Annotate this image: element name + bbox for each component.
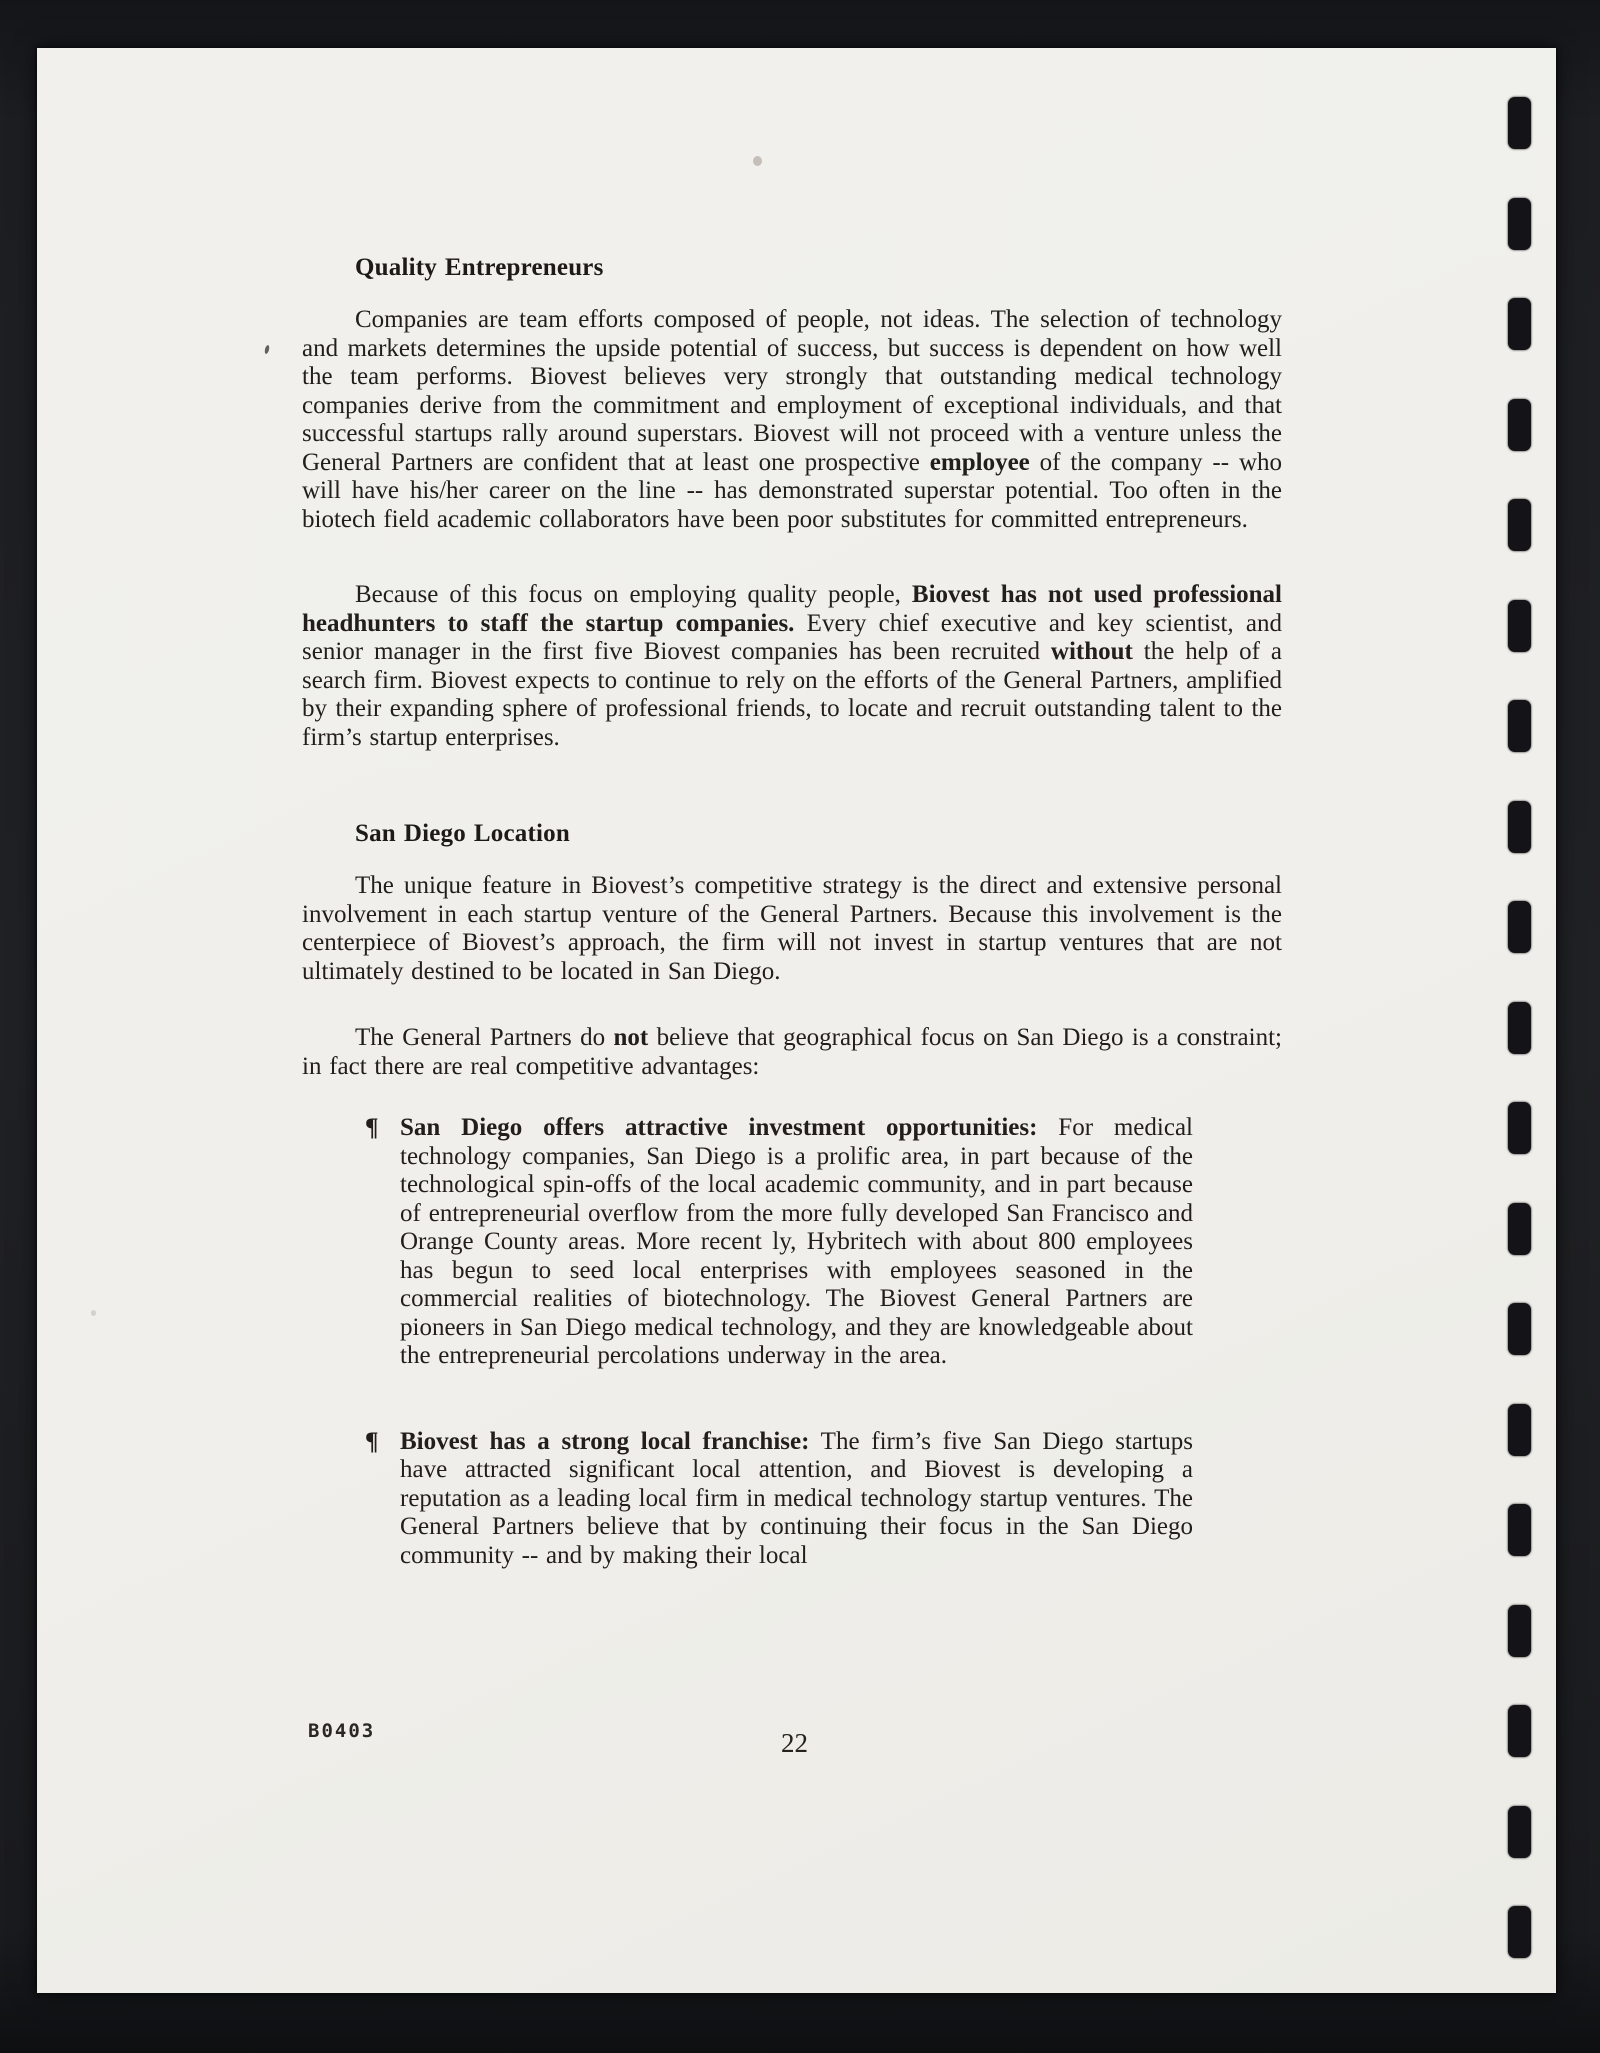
- binding-hole: [1508, 1102, 1531, 1154]
- text-run: Companies are team efforts composed of people, not ideas. The selection of technology and markets determines the upside potential of success, but success is dependent on how well the team performs. Biovest believes very strongly that outstanding medical technology companies derive from the commitment and employment of exceptional individuals, and that successful startups rally around superstars. Biovest will not proceed with a venture unless the General Partners are confident that at least one prospective: [302, 306, 1282, 476]
- text-run: Because of this focus on employing quality people,: [355, 581, 912, 608]
- scan-speck: [753, 156, 762, 166]
- binding-hole: [1508, 1705, 1531, 1757]
- binding-hole: [1508, 801, 1531, 853]
- binding-hole: [1508, 1303, 1531, 1355]
- bullet-lead-bold: Biovest has a strong local franchise:: [400, 1427, 810, 1455]
- text-run: the help of a search firm. Biovest expects to continue to rely on the efforts of the General Partners, amplified by their expanding sphere of professional friends, to locate and recruit outstanding talent to the firm’s startup enterprises.: [302, 638, 1282, 751]
- section-heading-san-diego-location: San Diego Location: [355, 820, 570, 847]
- text-run-bold-employee: employee: [929, 448, 1030, 476]
- text-run: The firm’s five San Diego startups have attracted significant local attention, and Biovest is developing a reputation as a leading local firm in medical technology startup ventures. The General Partners believe that by continuing their focus in the San Diego community -- and by making their local: [400, 1427, 1193, 1569]
- text-run: of the company -- who will have his/her career on the line -- has demonstrated superstar potential. Too often in the biotech field academic collaborators have been poor substitutes for committed entrepreneurs.: [302, 448, 1283, 533]
- binding-hole: [1508, 1002, 1531, 1054]
- binding-hole: [1508, 198, 1531, 250]
- binding-hole: [1508, 901, 1531, 953]
- bullet-text: [400, 1428, 1193, 1571]
- bullet-lead-bold: San Diego offers attractive investment opportunities:: [400, 1114, 1038, 1141]
- document-paper: [37, 48, 1556, 1993]
- binding-hole: [1508, 499, 1531, 551]
- binding-holes: [1508, 97, 1531, 1958]
- paragraph-quality-1: [302, 306, 1282, 534]
- text-run: For medical technology companies, San Diego is a prolific area, in part because of the technological spin-offs of the local academic community, and in part because of entrepreneurial overflow from the more fully developed San Francisco and Orange County areas. More recent ly, Hybritech with about 800 employees has begun to seed local enterprises with employees seasoned in the commercial realities of biotechnology. The Biovest General Partners are pioneers in San Diego medical technology, and they are knowledgeable about the entrepreneurial percolations underway in the area.: [400, 1114, 1193, 1369]
- scan-speck: [264, 345, 270, 355]
- text-run-bold-without: without: [1050, 638, 1133, 665]
- binding-hole: [1508, 600, 1531, 652]
- binding-hole: [1508, 1203, 1531, 1255]
- binding-hole: [1508, 298, 1531, 350]
- paragraph-sandiego-1: [302, 872, 1282, 986]
- text-run: The unique feature in Biovest’s competitive strategy is the direct and extensive personal involvement in each startup venture of the General Partners. Because this involvement is the centerpiece of Biovest’s approach, the firm will not invest in startup ventures that are not ultimately destined to be located in San Diego.: [302, 872, 1282, 985]
- text-run-bold-headhunters: Biovest has not used professional headhunters to staff the startup companies.: [302, 581, 1282, 637]
- bullet-text: [400, 1114, 1193, 1371]
- text-run: The General Partners do: [355, 1024, 614, 1051]
- binding-hole: [1508, 1806, 1531, 1858]
- binding-hole: [1508, 1504, 1531, 1556]
- page-content: [302, 253, 1282, 1570]
- binding-hole: [1508, 97, 1531, 149]
- pilcrow-bullet-icon: ¶: [365, 1427, 379, 1455]
- binding-hole: [1508, 700, 1531, 752]
- binding-hole: [1508, 1906, 1531, 1958]
- text-run: believe that geographical focus on San Diego is a constraint; in fact there are real competitive advantages:: [302, 1024, 1282, 1080]
- scan-speck: [91, 1310, 96, 1316]
- binding-hole: [1508, 1605, 1531, 1657]
- bullet-item-investment-opportunities: [365, 1114, 1282, 1371]
- paragraph-quality-2: [302, 581, 1282, 752]
- pilcrow-bullet-icon: ¶: [365, 1114, 379, 1141]
- paragraph-sandiego-2: [302, 1024, 1282, 1081]
- binding-hole: [1508, 1404, 1531, 1456]
- binding-hole: [1508, 399, 1531, 451]
- text-run-bold-not: not: [613, 1024, 649, 1051]
- section-heading-quality-entrepreneurs: Quality Entrepreneurs: [355, 254, 604, 281]
- document-code-stamp: B0403: [308, 1720, 376, 1742]
- text-run: Every chief executive and key scientist, and senior manager in the first five Biovest companies has been recruited: [302, 609, 1283, 665]
- bullet-item-local-franchise: [365, 1428, 1282, 1571]
- page-number: 22: [781, 1728, 808, 1758]
